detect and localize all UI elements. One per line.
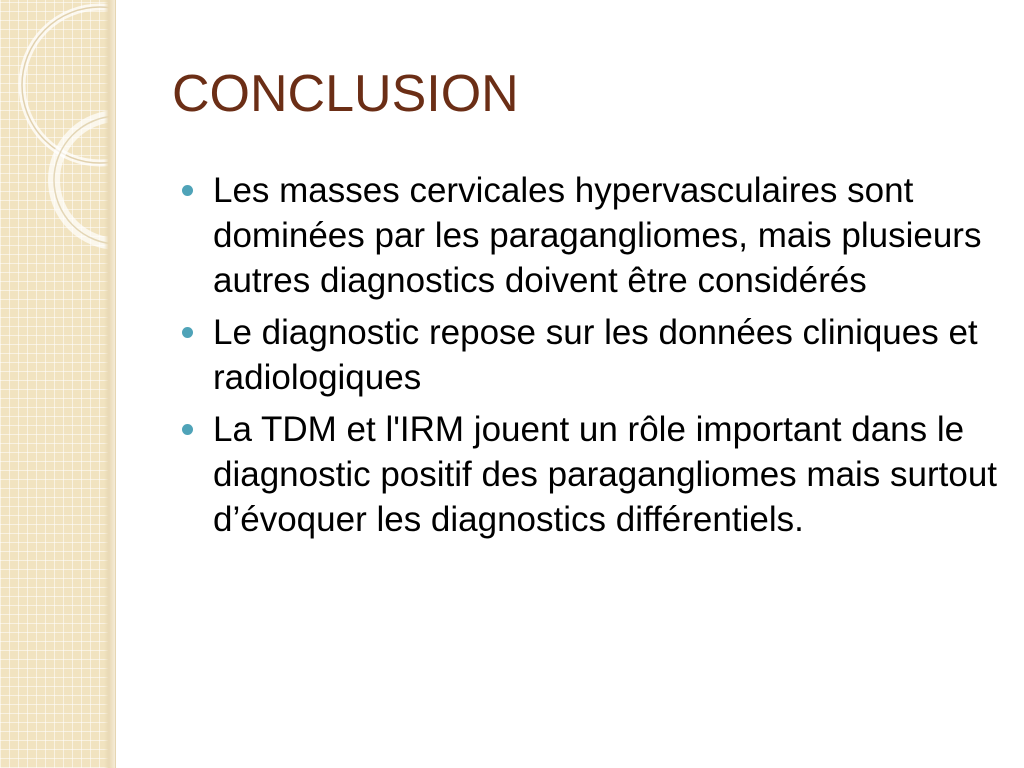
bullet-text: Le diagnostic repose sur les données cliniques et radiologiques: [213, 313, 978, 397]
bullet-text: La TDM et l'IRM jouent un rôle important dans le diagnostic positif des paragangliomes mais surtout d’évoquer les diagnostics différentiels.: [213, 410, 998, 539]
bullet-dot-icon: [182, 424, 193, 435]
bullet-dot-icon: [182, 185, 193, 196]
bullet-dot-icon: [182, 327, 193, 338]
bullet-item: [182, 407, 1002, 542]
bullet-list: [182, 168, 1002, 549]
side-panel-divider: [115, 0, 116, 768]
bullet-text: Les masses cervicales hypervasculaires sont dominées par les paragangliomes, mais plusieurs autres diagnostics doivent être considérés: [213, 171, 982, 300]
bullet-item: [182, 168, 1002, 303]
slide-title: CONCLUSION: [172, 65, 519, 123]
decorative-rings: [0, 0, 112, 260]
bullet-item: [182, 310, 1002, 400]
